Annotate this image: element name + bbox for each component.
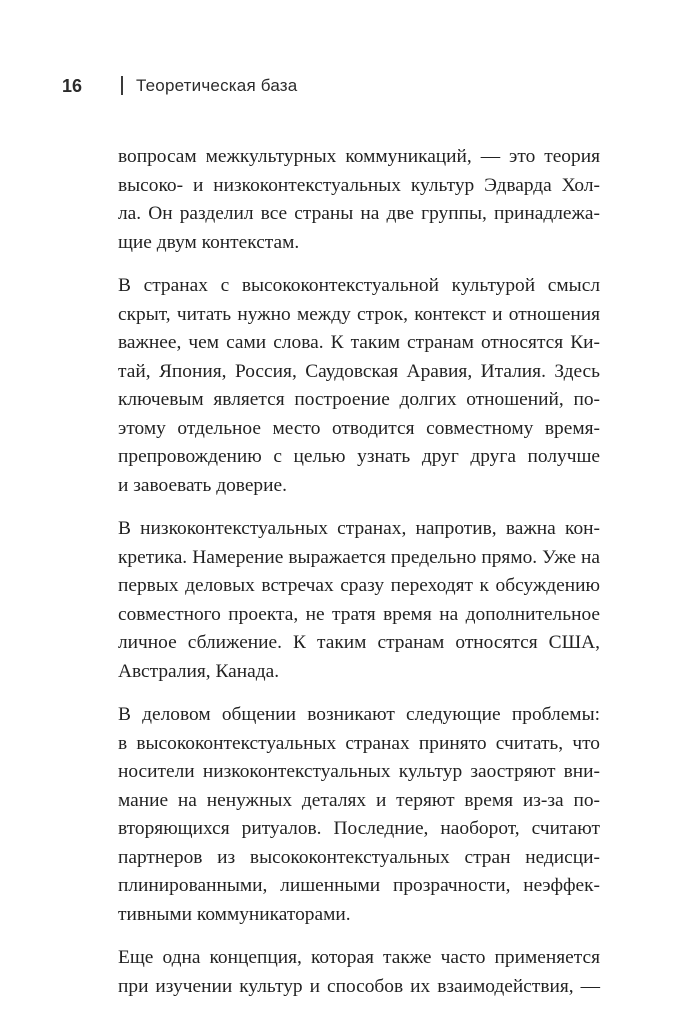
text-line: Еще одна концепция, которая также часто применяется [118, 947, 600, 968]
text-line: препровождению с целью узнать друг друга получше [118, 446, 600, 467]
running-header [0, 75, 683, 105]
text-line: вторяющихся ритуалов. Последние, наоборот, считают [118, 818, 600, 839]
text-line: этому отдельное место отводится совместному время- [118, 417, 600, 439]
text-line: совместного проекта, не тратя время на дополнительное [118, 603, 600, 625]
text-line: мание на ненужных деталях и теряют время из-за по- [118, 789, 600, 811]
text-line: В деловом общении возникают следующие проблемы: [118, 704, 600, 725]
text-line: ла. Он разделил все страны на две группы, принадлежа- [118, 203, 600, 224]
text-line: скрыт, читать нужно между строк, контекст и отношения [118, 303, 600, 325]
paragraph [118, 143, 600, 257]
text-line: В странах с высококонтекстуальной культурой смысл [118, 275, 600, 296]
running-title: Теоретическая база [136, 76, 298, 95]
paragraph [118, 515, 600, 686]
page-number: 16 [62, 76, 83, 96]
body-text [118, 143, 600, 1016]
text-line: плинированными, лишенными прозрачности, неэффек- [118, 875, 600, 896]
text-line: первых деловых встречах сразу переходят к обсуждению [118, 575, 600, 596]
text-line: в высококонтекстуальных странах принято считать, что [118, 732, 600, 754]
paragraph [118, 701, 600, 929]
text-line: В низкоконтекстуальных странах, напротив, важна кон- [118, 518, 600, 539]
text-line: и завоевать доверие. [118, 474, 287, 496]
text-line: важнее, чем сами слова. К таким странам относятся Ки- [118, 332, 600, 353]
text-line: кретика. Намерение выражается предельно прямо. Уже на [118, 546, 600, 568]
text-line: носители низкоконтекстуальных культур заостряют вни- [118, 761, 600, 782]
text-line: ключевым является построение долгих отношений, по- [118, 389, 600, 410]
header-divider [121, 76, 123, 95]
text-line: Австралия, Канада. [118, 660, 280, 682]
paragraph [118, 944, 600, 1001]
text-line: партнеров из высококонтекстуальных стран недисци- [118, 846, 600, 868]
text-line: тай, Япония, Россия, Саудовская Аравия, Италия. Здесь [118, 360, 600, 382]
text-line: щие двум контекстам. [118, 231, 300, 253]
paragraph [118, 272, 600, 500]
text-line: личное сближение. К таким странам относятся США, [118, 632, 600, 653]
text-line: высоко- и низкоконтекстуальных культур Эдварда Хол- [118, 174, 600, 196]
text-line: при изучении культур и способов их взаимодействия, — [118, 975, 600, 997]
text-line: вопросам межкультурных коммуникаций, — это теория [118, 146, 600, 167]
text-line: тивными коммуникаторами. [118, 903, 351, 925]
